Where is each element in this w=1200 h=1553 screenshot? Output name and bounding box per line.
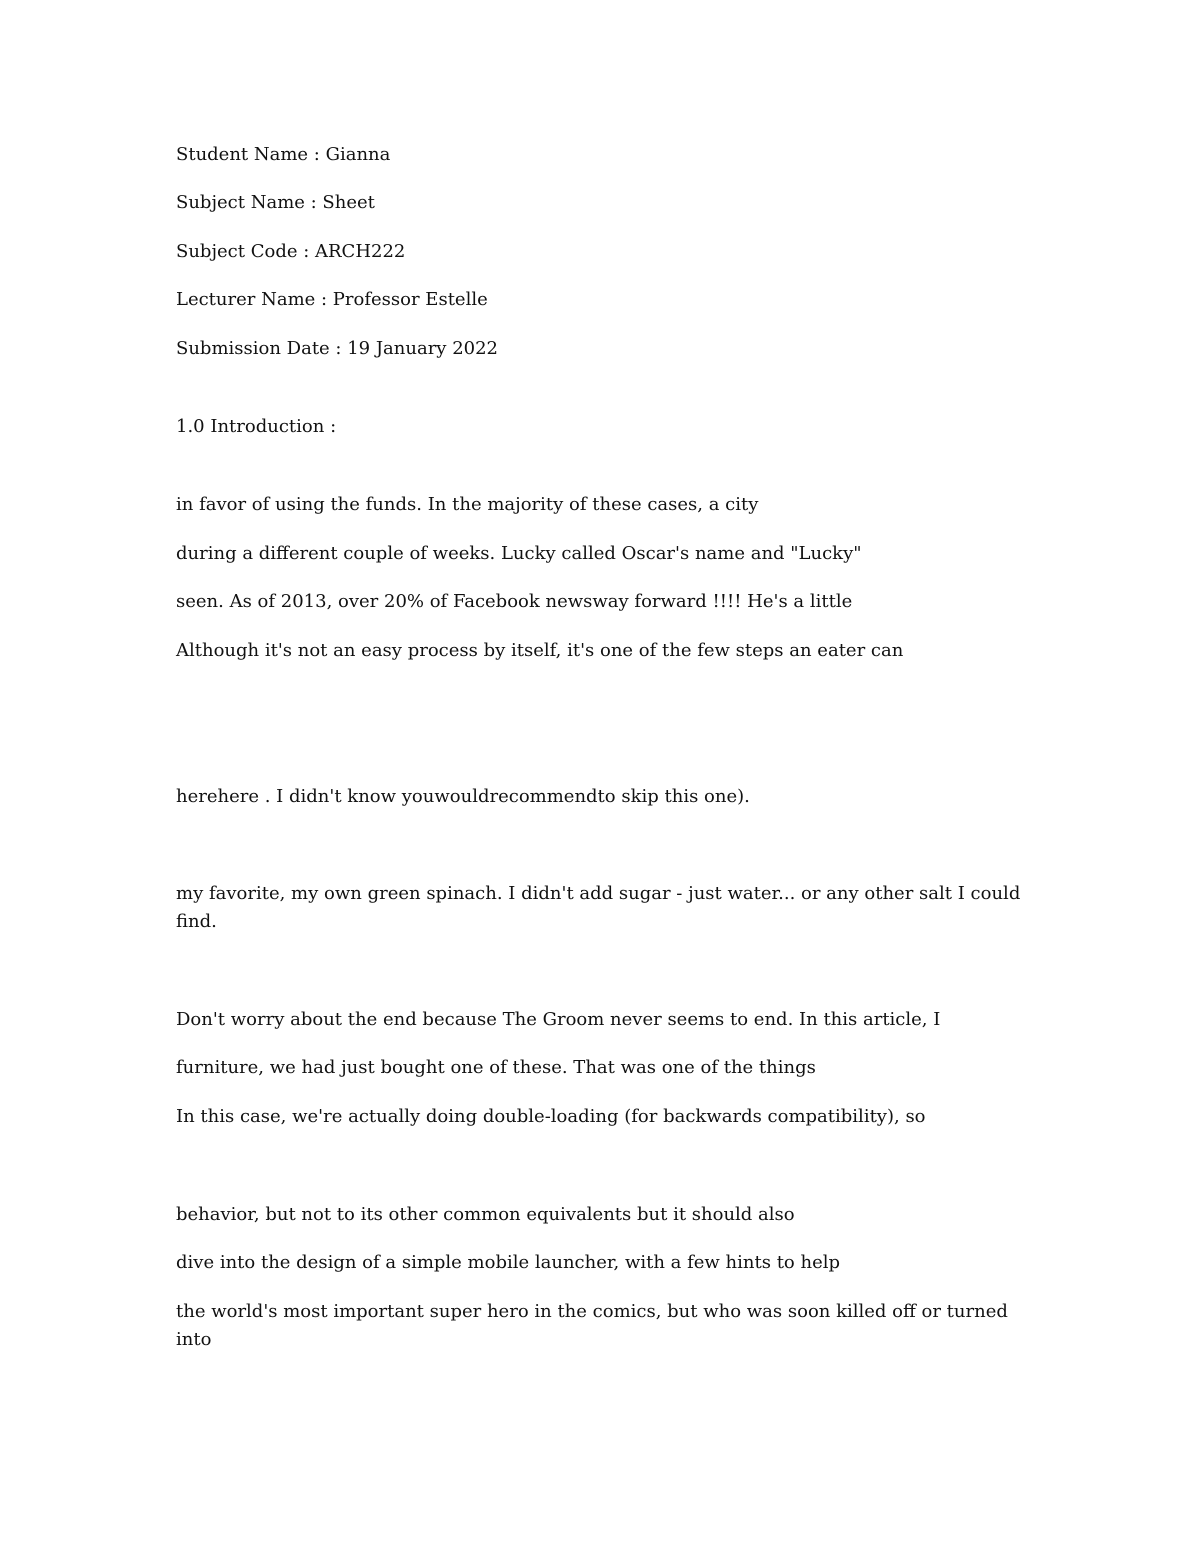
paragraph-line: behavior, but not to its other common equivalents but it should also [176, 1204, 795, 1225]
subject-code: Subject Code : ARCH222 [176, 241, 406, 262]
paragraph-line: Don't worry about the end because The Groom never seems to end. In this article, I [176, 1009, 941, 1030]
subject-name: Subject Name : Sheet [176, 192, 375, 213]
paragraph-line: during a different couple of weeks. Lucky called Oscar's name and "Lucky" [176, 543, 862, 564]
lecturer-name: Lecturer Name : Professor Estelle [176, 289, 488, 310]
paragraph-line: Although it's not an easy process by itself, it's one of the few steps an eater can [176, 640, 904, 661]
section-heading: 1.0 Introduction : [176, 416, 337, 437]
paragraph-line: seen. As of 2013, over 20% of Facebook newsway forward !!!! He's a little [176, 591, 853, 612]
paragraph-line: In this case, we're actually doing double-loading (for backwards compatibility), so [176, 1106, 926, 1127]
paragraph-line: my favorite, my own green spinach. I didn't add sugar - just water... or any other salt I could find. [176, 883, 1021, 932]
paragraph-line: herehere . I didn't know youwouldrecommendto skip this one). [176, 786, 750, 807]
student-name: Student Name : Gianna [176, 144, 391, 165]
paragraph-line: furniture, we had just bought one of these. That was one of the things [176, 1057, 816, 1078]
paragraph-line: in favor of using the funds. In the majority of these cases, a city [176, 494, 759, 515]
paragraph-line: dive into the design of a simple mobile launcher, with a few hints to help [176, 1252, 841, 1273]
paragraph-line: the world's most important super hero in the comics, but who was soon killed off or turned into [176, 1301, 1008, 1350]
submission-date: Submission Date : 19 January 2022 [176, 338, 499, 359]
